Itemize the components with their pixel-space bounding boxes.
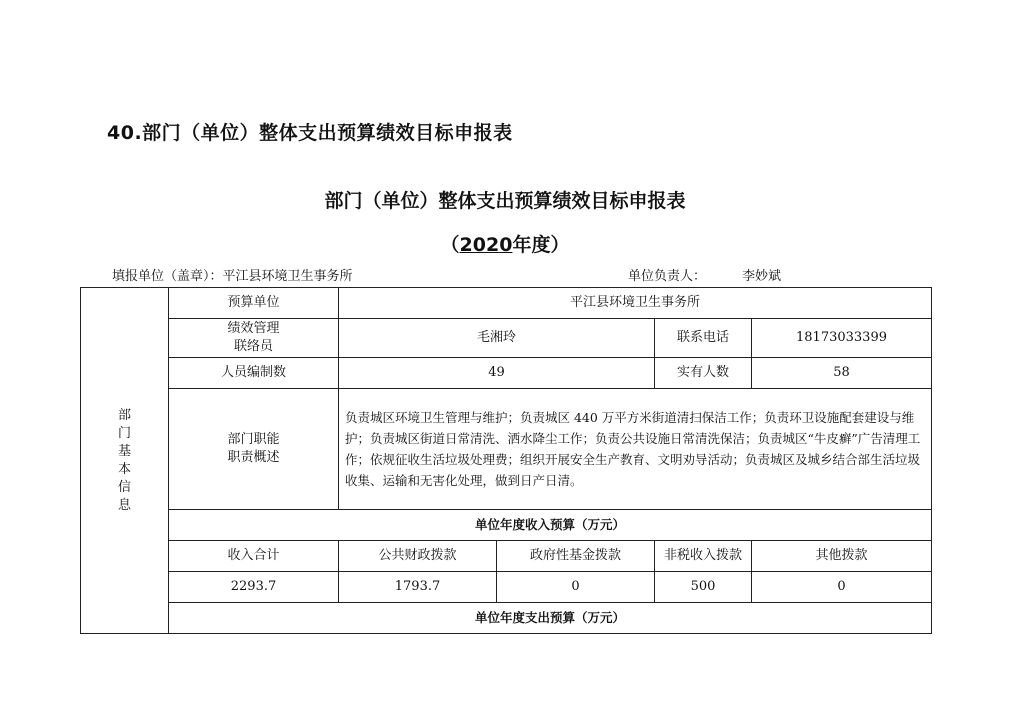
year-suffix: 年度） <box>512 234 570 256</box>
income-value-nontax: 500 <box>655 572 752 603</box>
income-value-fund: 0 <box>497 572 655 603</box>
contact-value: 毛湘玲 <box>339 319 655 358</box>
phone-value: 18173033399 <box>752 319 932 358</box>
staff-quota-label: 人员编制数 <box>169 358 339 389</box>
income-header-nontax: 非税收入拨款 <box>655 541 752 572</box>
duty-description: 负责城区环境卫生管理与维护；负责城区 440 万平方米街道清扫保洁工作；负责环卫设施配套建设与维护；负责城区街道日常清洗、洒水降尘工作；负责公共设施日常清洗保洁；负责城区“牛皮癣”广告清理工作；依规征收生活垃圾处理费；组织开展安全生产教育、文明劝导活动；负责城区及城乡结合部生活垃圾收集、运输和无害化处理，做到日产日清。 <box>339 389 932 510</box>
staff-quota-value: 49 <box>339 358 655 389</box>
actual-staff-label: 实有人数 <box>655 358 752 389</box>
year-open: （ <box>440 234 460 256</box>
income-header-public: 公共财政拨款 <box>339 541 497 572</box>
year-value: 2020 <box>459 234 513 256</box>
leader-name: 李妙斌 <box>742 269 782 284</box>
budget-unit-label: 预算单位 <box>169 288 339 319</box>
income-value-other: 0 <box>752 572 932 603</box>
fill-unit-label: 填报单位（盖章）：平江县环境卫生事务所 <box>112 269 353 284</box>
leader-label: 单位负责人： <box>628 269 707 284</box>
phone-label: 联系电话 <box>655 319 752 358</box>
duty-label: 部门职能 职责概述 <box>169 389 339 510</box>
side-label: 部 门 基 本 信 息 <box>81 288 169 634</box>
income-header-other: 其他拨款 <box>752 541 932 572</box>
income-section-header: 单位年度收入预算（万元） <box>169 510 932 541</box>
budget-form-table <box>80 287 932 634</box>
section-heading: 40.部门（单位）整体支出预算绩效目标申报表 <box>107 122 513 144</box>
page-title: 部门（单位）整体支出预算绩效目标申报表 <box>324 190 686 212</box>
income-value-public: 1793.7 <box>339 572 497 603</box>
income-value-total: 2293.7 <box>169 572 339 603</box>
year-line <box>0 230 1010 257</box>
income-header-total: 收入合计 <box>169 541 339 572</box>
expense-section-header: 单位年度支出预算（万元） <box>169 603 932 634</box>
contact-label: 绩效管理 联络员 <box>169 319 339 358</box>
actual-staff-value: 58 <box>752 358 932 389</box>
budget-unit-value: 平江县环境卫生事务所 <box>339 288 932 319</box>
income-header-fund: 政府性基金拨款 <box>497 541 655 572</box>
